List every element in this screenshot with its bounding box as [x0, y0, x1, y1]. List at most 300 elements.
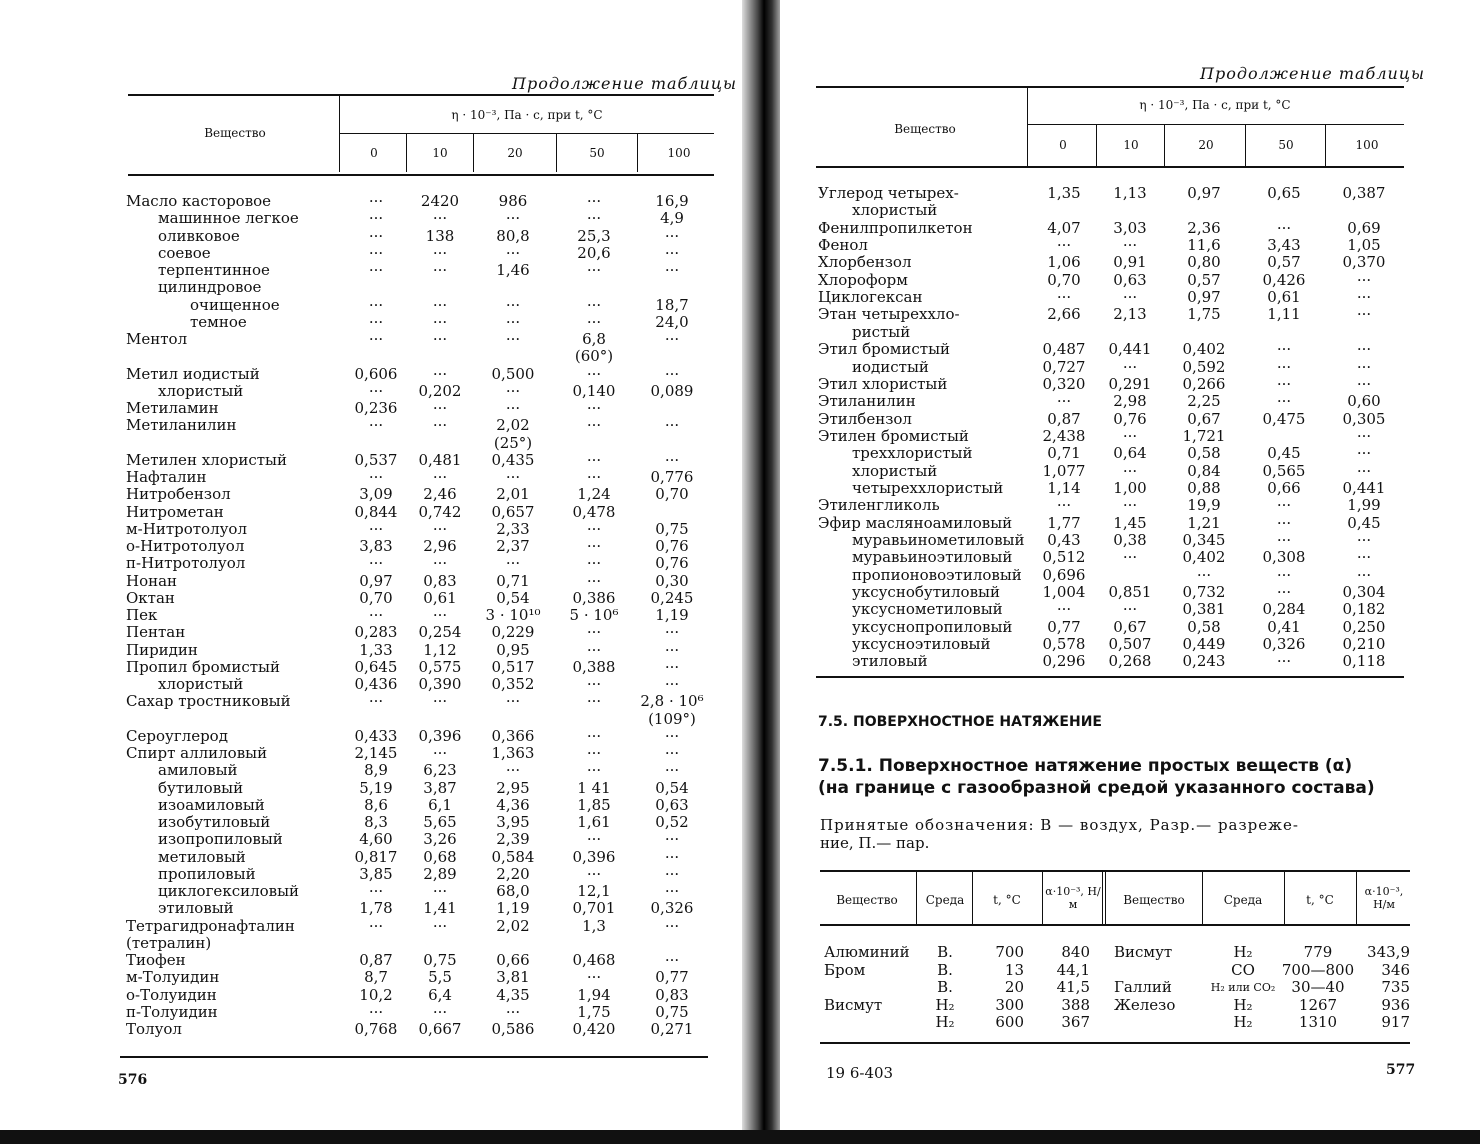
value-cell: ···: [432, 554, 448, 573]
value-cell: ···: [1276, 513, 1292, 532]
value-cell: 0,182: [1342, 600, 1386, 619]
value-cell: 3,09: [359, 485, 393, 504]
value-cell: ···: [586, 744, 602, 762]
value-cell: ···: [1056, 496, 1072, 515]
value-cell: 0,80: [1187, 253, 1221, 272]
substance-name: темное: [190, 312, 247, 331]
value-cell: 0,65: [1267, 184, 1301, 202]
value-cell: ···: [432, 399, 448, 417]
value-cell: ···: [586, 692, 602, 711]
value-cell: 6,4: [428, 985, 452, 1004]
value-cell: 0,245: [650, 588, 694, 607]
substance-name: Метиламин: [126, 399, 219, 417]
value-cell: 138: [425, 226, 455, 245]
value-cell: 0,388: [572, 657, 616, 676]
header-temp-10: 10: [432, 146, 448, 160]
value-cell: ···: [432, 312, 448, 331]
header-quantity: η · 10⁻³, Па · с, при t, °C: [451, 108, 603, 122]
substance-name: Этан четыреххло-: [818, 305, 960, 324]
substance-name: Фенилпропилкетон: [818, 218, 973, 237]
value-cell: ···: [664, 243, 680, 262]
value-cell: ···: [664, 640, 680, 659]
value-cell: ···: [368, 606, 384, 624]
value-cell: ···: [1276, 583, 1292, 602]
header-divider: [340, 133, 714, 134]
header-substance: Вещество: [204, 126, 266, 140]
value-cell: 1,14: [1047, 478, 1081, 497]
substance-name: очищенное: [190, 295, 280, 314]
value-cell: ···: [586, 675, 602, 693]
substance-name: Октан: [126, 588, 175, 607]
value-cell: 0,500: [491, 364, 535, 383]
value-cell: ···: [1122, 288, 1138, 307]
value-cell: 0,57: [1187, 270, 1221, 289]
substance-name: Пиридин: [126, 640, 198, 659]
value-cell: 0,91: [1113, 253, 1147, 272]
value-cell: 0,76: [655, 537, 689, 555]
value-cell: H₂: [935, 1013, 955, 1031]
st-header-substance: Вещество: [836, 893, 898, 907]
value-cell: H₂: [1233, 995, 1253, 1014]
value-cell: 0,268: [1108, 652, 1152, 671]
header-vline: [1027, 88, 1028, 166]
substance-name: уксуснометиловый: [852, 600, 1003, 619]
value-cell: ···: [586, 761, 602, 780]
header-vline: [339, 96, 340, 172]
value-cell: 2,36: [1187, 218, 1221, 237]
value-cell: ···: [368, 519, 384, 538]
header-temp-10: 10: [1123, 138, 1139, 152]
value-cell: 2,96: [423, 537, 457, 555]
value-cell: 2,39: [496, 830, 530, 849]
value-cell: ···: [586, 640, 602, 659]
value-cell: 0,97: [359, 571, 393, 590]
value-cell: 0,52: [655, 813, 689, 831]
substance-name: хлористый: [158, 675, 244, 693]
value-cell: 0,57: [1267, 253, 1301, 272]
value-cell: ···: [1122, 461, 1138, 480]
value-cell: 0,250: [1342, 617, 1386, 636]
value-cell: 0,817: [354, 847, 398, 866]
value-cell: 10,2: [359, 985, 393, 1004]
value-cell: 1,05: [1347, 236, 1381, 255]
value-cell: 0,254: [418, 623, 462, 642]
header-vline: [1164, 125, 1165, 166]
value-cell: ···: [505, 1002, 521, 1021]
value-cell: ···: [368, 261, 384, 279]
value-cell: ···: [664, 916, 680, 935]
value-cell: ···: [1122, 600, 1138, 619]
notation-note: Принятые обозначения: В — воздух, Разр.— разреже-: [820, 816, 1299, 834]
value-cell: 2,33: [496, 519, 530, 538]
value-cell: 25,3: [577, 226, 611, 245]
value-cell: ···: [664, 226, 680, 245]
substance-name: иодистый: [852, 357, 929, 376]
value-cell: 6,23: [423, 761, 457, 780]
value-cell: 0,517: [491, 657, 535, 676]
value-cell: 1,78: [359, 899, 393, 918]
value-cell: 0,578: [1042, 635, 1086, 654]
substance-name: Спирт аллиловый: [126, 744, 268, 762]
substance-name: Нитрометан: [126, 502, 224, 521]
value-cell: 0,61: [1267, 288, 1301, 307]
substance-name: м-Толуидин: [126, 968, 220, 987]
st-header-vline: [916, 872, 917, 924]
value-cell: 0,87: [359, 951, 393, 969]
value-cell: 0,71: [496, 571, 530, 590]
st-header-vline: [1105, 872, 1106, 924]
header-temp-20: 20: [507, 146, 523, 160]
st-header-vline: [1356, 872, 1357, 924]
value-cell: 0,667: [418, 1020, 462, 1038]
page-number: 576: [118, 1072, 148, 1088]
value-cell: 0,118: [1342, 652, 1386, 671]
st-header-vline: [1102, 872, 1103, 924]
value-cell: 388: [1061, 995, 1090, 1014]
value-cell: ···: [432, 468, 448, 486]
value-cell: 0,727: [1042, 357, 1086, 376]
value-cell: 0,436: [354, 675, 398, 693]
value-cell: 0,76: [1113, 409, 1147, 428]
value-cell: 0,70: [655, 485, 689, 504]
value-cell: 68,0: [496, 882, 530, 900]
value-cell: 0,87: [1047, 409, 1081, 428]
substance-name: Хлороформ: [818, 270, 908, 289]
value-cell: ···: [505, 209, 521, 228]
value-cell: ···: [505, 692, 521, 711]
st-header-temp: t, °C: [1306, 893, 1334, 907]
value-cell: 4,9: [660, 209, 684, 228]
value-cell: ···: [664, 761, 680, 780]
value-cell: 0,43: [1047, 531, 1081, 549]
value-cell: 0,75: [423, 951, 457, 969]
value-cell: 0,97: [1187, 184, 1221, 202]
substance-name: соевое: [158, 243, 211, 262]
value-cell: ···: [664, 364, 680, 383]
substance-name: Тетрагидронафталин: [126, 916, 295, 935]
value-cell: ···: [586, 364, 602, 383]
value-cell: 2,13: [1113, 305, 1147, 324]
header-temp-0: 0: [370, 146, 378, 160]
substance-name: Ментол: [126, 330, 188, 348]
value-cell: ···: [368, 916, 384, 935]
value-cell: ···: [1356, 357, 1372, 376]
substance-name: муравьиноэтиловый: [852, 548, 1013, 567]
value-cell: ···: [368, 554, 384, 573]
value-cell: ···: [1122, 426, 1138, 445]
value-cell: ···: [1356, 305, 1372, 324]
value-cell: 343,9: [1367, 943, 1410, 961]
substance-name: метиловый: [158, 847, 246, 866]
value-cell: 1,99: [1347, 496, 1381, 515]
value-cell: 0,370: [1342, 253, 1386, 272]
value-cell: ···: [368, 209, 384, 228]
substance-name: Циклогексан: [818, 288, 923, 307]
substance-name: Пек: [126, 606, 158, 624]
value-cell: 0,701: [572, 899, 616, 918]
value-cell: ···: [1276, 531, 1292, 549]
value-cell: ···: [1356, 426, 1372, 445]
value-cell: ···: [432, 1002, 448, 1021]
value-cell: ···: [432, 916, 448, 935]
value-cell: ···: [1056, 392, 1072, 411]
value-cell: ···: [432, 882, 448, 900]
header-temp-100: 100: [1355, 138, 1379, 152]
substance-name: Фенол: [818, 236, 868, 255]
substance-name: изобутиловый: [158, 813, 271, 831]
value-cell: 0,66: [496, 951, 530, 969]
substance-name: Эфир масляноамиловый: [818, 513, 1013, 532]
value-cell: 735: [1381, 978, 1410, 996]
substance-name: Метиланилин: [126, 416, 237, 435]
value-cell: ···: [586, 726, 602, 745]
value-cell: 1,41: [423, 899, 457, 918]
right-page: [780, 0, 1480, 1130]
st-header-vline: [1202, 872, 1203, 924]
value-cell: 44,1: [1056, 960, 1090, 979]
value-cell: 1,19: [655, 606, 689, 624]
value-cell: 0,84: [1187, 461, 1221, 480]
value-cell: 2,95: [496, 778, 530, 797]
value-cell: ···: [368, 882, 384, 900]
value-cell: 4,07: [1047, 218, 1081, 237]
value-cell: 6,1: [428, 795, 452, 814]
substance-name: Бром: [824, 960, 866, 979]
value-cell: 0,63: [1113, 270, 1147, 289]
value-cell: 1,11: [1267, 305, 1301, 324]
header-vline: [473, 134, 474, 172]
value-cell: В.: [937, 960, 953, 979]
value-cell: ···: [664, 882, 680, 900]
value-cell: 0,449: [1182, 635, 1226, 654]
substance-name: Метил иодистый: [126, 364, 260, 383]
value-cell: ···: [368, 468, 384, 486]
value-cell: 1,75: [577, 1002, 611, 1021]
value-cell: ···: [586, 295, 602, 314]
value-cell: ···: [1356, 288, 1372, 307]
value-cell: 0,75: [655, 519, 689, 538]
value-cell: ···: [1276, 218, 1292, 237]
substance-name: Сероуглерод: [126, 726, 228, 745]
value-cell: 0,696: [1042, 565, 1086, 584]
value-cell: (109°): [648, 709, 696, 728]
st-header-temp: t, °C: [993, 893, 1021, 907]
value-cell: 700—800: [1281, 960, 1355, 979]
value-cell: 0,236: [354, 399, 398, 417]
value-cell: 0,38: [1113, 531, 1147, 549]
value-cell: H₂: [1233, 943, 1253, 961]
value-cell: 19,9: [1187, 496, 1221, 515]
table-top-rule: [816, 86, 1404, 88]
continuation-label: Продолжение таблицы: [512, 74, 738, 93]
substance-name: оливковое: [158, 226, 240, 245]
value-cell: 0,305: [1342, 409, 1386, 428]
st-header-medium: Среда: [1223, 893, 1263, 907]
value-cell: 0,41: [1267, 617, 1301, 636]
substance-name: Галлий: [1114, 978, 1172, 996]
value-cell: 0,58: [1187, 617, 1221, 636]
value-cell: 0,67: [1113, 617, 1147, 636]
substance-name: Нитробензол: [126, 485, 231, 504]
substance-name: цилиндровое: [158, 278, 262, 297]
value-cell: ···: [1196, 565, 1212, 584]
substance-name: терпентинное: [158, 261, 270, 279]
value-cell: 0,202: [418, 381, 462, 400]
value-cell: 0,381: [1182, 600, 1226, 619]
value-cell: ···: [586, 209, 602, 228]
value-cell: ···: [664, 657, 680, 676]
header-vline: [637, 134, 638, 172]
subsection-title: 7.5.1. Поверхностное натяжение простых веществ (α): [818, 756, 1353, 776]
value-cell: ···: [505, 312, 521, 331]
value-cell: 8,9: [364, 761, 388, 780]
substance-name: уксуснобутиловый: [852, 583, 1000, 602]
value-cell: 4,60: [359, 830, 393, 849]
value-cell: 0,441: [1108, 340, 1152, 359]
header-temp-0: 0: [1059, 138, 1067, 152]
value-cell: 0,592: [1182, 357, 1226, 376]
value-cell: 0,45: [1267, 444, 1301, 463]
value-cell: 0,396: [572, 847, 616, 866]
value-cell: 1,75: [1187, 305, 1221, 324]
value-cell: 0,71: [1047, 444, 1081, 463]
book-spine: [742, 0, 782, 1144]
value-cell: 0,475: [1262, 409, 1306, 428]
value-cell: ···: [505, 381, 521, 400]
value-cell: ···: [368, 330, 384, 348]
st-table-top-rule: [820, 870, 1410, 872]
value-cell: ···: [368, 295, 384, 314]
value-cell: 840: [1061, 943, 1090, 961]
value-cell: 8,3: [364, 813, 388, 831]
value-cell: 300: [995, 995, 1024, 1014]
value-cell: 0,386: [572, 588, 616, 607]
substance-name: Толуол: [126, 1020, 182, 1038]
substance-name: м-Нитротолуол: [126, 519, 247, 538]
subsection-title-cont: (на границе с газообразной средой указанного состава): [818, 778, 1375, 798]
value-cell: 24,0: [655, 312, 689, 331]
value-cell: 0,478: [572, 502, 616, 521]
value-cell: ···: [1276, 565, 1292, 584]
header-temp-20: 20: [1198, 138, 1214, 152]
value-cell: 0,742: [418, 502, 462, 521]
value-cell: 2,66: [1047, 305, 1081, 324]
value-cell: 41,5: [1056, 978, 1090, 996]
substance-name: Метилен хлористый: [126, 450, 287, 469]
value-cell: 2,37: [496, 537, 530, 555]
value-cell: ···: [1056, 236, 1072, 255]
st-header-medium: Среда: [925, 893, 965, 907]
substance-name: Висмут: [1114, 943, 1173, 961]
st-header-vline: [1042, 872, 1043, 924]
value-cell: ···: [432, 243, 448, 262]
value-cell: 0,54: [655, 778, 689, 797]
table-bottom-rule: [816, 676, 1404, 678]
value-cell: 0,210: [1342, 635, 1386, 654]
substance-name: хлористый: [852, 201, 938, 220]
value-cell: 0,70: [1047, 270, 1081, 289]
value-cell: 20,6: [577, 243, 611, 262]
value-cell: ···: [368, 381, 384, 400]
value-cell: 0,140: [572, 381, 616, 400]
value-cell: 1,3: [582, 916, 606, 935]
value-cell: 1,12: [423, 640, 457, 659]
substance-name: амиловый: [158, 761, 238, 780]
table-top-rule: [128, 94, 714, 96]
value-cell: 2,438: [1042, 426, 1086, 445]
substance-name: этиловый: [158, 899, 234, 918]
value-cell: 0,60: [1347, 392, 1381, 411]
st-header-alpha: α·10⁻³, Н/м: [1364, 885, 1404, 911]
substance-name: Углерод четырех-: [818, 184, 959, 202]
value-cell: 2,02: [496, 916, 530, 935]
value-cell: 1310: [1298, 1013, 1338, 1031]
value-cell: 0,83: [655, 985, 689, 1004]
substance-name: Этил бромистый: [818, 340, 951, 359]
value-cell: 0,402: [1182, 340, 1226, 359]
value-cell: 2,02: [496, 416, 530, 435]
substance-name: Хлорбензол: [818, 253, 912, 272]
value-cell: ···: [505, 761, 521, 780]
value-cell: 5,5: [428, 968, 452, 987]
value-cell: ···: [1056, 288, 1072, 307]
value-cell: ···: [1356, 444, 1372, 463]
value-cell: 2,145: [354, 744, 398, 762]
substance-name: Нонан: [126, 571, 178, 590]
substance-name: Этил хлористый: [818, 374, 948, 393]
substance-name: Железо: [1114, 995, 1176, 1014]
value-cell: 8,6: [364, 795, 388, 814]
value-cell: 0,352: [491, 675, 535, 693]
value-cell: 0,88: [1187, 478, 1221, 497]
value-cell: 0,326: [650, 899, 694, 918]
value-cell: 2,98: [1113, 392, 1147, 411]
header-quantity: η · 10⁻³, Па · с, при t, °C: [1139, 98, 1291, 112]
value-cell: 2,8 · 10⁶: [640, 692, 704, 711]
value-cell: 12,1: [577, 882, 611, 900]
value-cell: 6,8: [582, 330, 606, 348]
value-cell: 5 · 10⁶: [569, 606, 619, 624]
substance-name: хлористый: [158, 381, 244, 400]
value-cell: ···: [586, 416, 602, 435]
value-cell: ···: [432, 416, 448, 435]
value-cell: ···: [586, 571, 602, 590]
value-cell: ···: [664, 675, 680, 693]
value-cell: 5,65: [423, 813, 457, 831]
value-cell: ···: [586, 450, 602, 469]
value-cell: 346: [1381, 960, 1410, 979]
value-cell: 11,6: [1187, 236, 1221, 255]
substance-name: Масло касторовое: [126, 192, 272, 210]
value-cell: ···: [1122, 548, 1138, 567]
value-cell: ···: [1356, 374, 1372, 393]
value-cell: 0,77: [655, 968, 689, 987]
value-cell: ···: [1276, 496, 1292, 515]
value-cell: 0,396: [418, 726, 462, 745]
value-cell: ···: [432, 519, 448, 538]
value-cell: 0,387: [1342, 184, 1386, 202]
header-vline: [1096, 125, 1097, 166]
value-cell: 0,243: [1182, 652, 1226, 671]
value-cell: В.: [937, 978, 953, 996]
value-cell: 779: [1303, 943, 1333, 961]
value-cell: 0,366: [491, 726, 535, 745]
value-cell: ···: [664, 864, 680, 883]
value-cell: 2,46: [423, 485, 457, 504]
substance-name: Пропил бромистый: [126, 657, 280, 676]
substance-name: пропионовоэтиловый: [852, 565, 1022, 584]
value-cell: 1,363: [491, 744, 535, 762]
